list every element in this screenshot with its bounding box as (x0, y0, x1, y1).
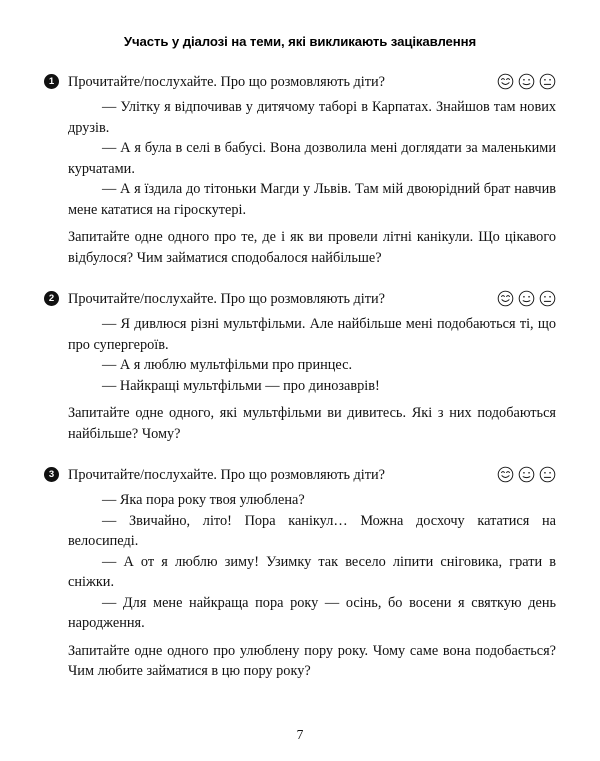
dialogue-lines (68, 314, 556, 396)
exercise-task-text: Запитайте одне одного про улюблену пору року. Чому саме вона подобається? Чим любите займатися в цю пору року? (68, 642, 556, 679)
exercise-task (68, 227, 556, 268)
dialogue-line: — Яка пора року твоя улюблена? (102, 492, 305, 508)
dialogue-line: — А я була в селі в бабусі. Вона дозволила мені доглядати за маленькими курчатами. (68, 140, 556, 177)
dialogue-line: — Я дивлюся різні мультфільми. Але найбільше мені подобаються ті, що про супергероїв. (68, 316, 556, 353)
dialogue-line: — А я їздила до тітоньки Магди у Львів. Там мій двоюрідний брат навчив мене кататися на гіроскутері. (68, 181, 556, 218)
exercise-number-badge: 2 (44, 291, 59, 306)
exercise-1 (44, 73, 556, 268)
sad-face-icon[interactable] (539, 466, 556, 483)
exercise-number-badge: 1 (44, 74, 59, 89)
exercise-body (68, 466, 556, 682)
exercise-prompt: Прочитайте/послухайте. Про що розмовляють діти? (68, 74, 386, 90)
exercise-prompt-row (68, 290, 556, 309)
mood-face-group[interactable] (497, 290, 556, 307)
exercise-prompt-row (68, 73, 556, 92)
mood-face-group[interactable] (497, 466, 556, 483)
mood-face-group[interactable] (497, 73, 556, 90)
exercise-body (68, 73, 556, 268)
dialogue-line: — А от я люблю зиму! Узимку так весело ліпити сніговика, грати в сніжки. (68, 553, 556, 590)
exercise-number-badge: 3 (44, 467, 59, 482)
dialogue-lines (68, 490, 556, 634)
page-title: Участь у діалозі на теми, які викликають зацікавлення (123, 34, 477, 49)
exercise-task (68, 641, 556, 682)
smiling-face-icon[interactable] (497, 73, 514, 90)
dialogue-line: — Найкращі мультфільми — про динозаврів! (102, 377, 380, 394)
neutral-face-icon[interactable] (518, 73, 535, 90)
smiling-face-icon[interactable] (497, 290, 514, 307)
dialogue-line: — Улітку я відпочивав у дитячому таборі в Карпатах. Знайшов там нових друзів. (68, 99, 556, 136)
smiling-face-icon[interactable] (497, 466, 514, 483)
dialogue-lines (68, 97, 556, 220)
exercise-task-text: Запитайте одне одного про те, де і як ви провели літні канікули. Що цікавого відбулося? Чим займатися сподобалося найбільше? (68, 229, 556, 266)
neutral-face-icon[interactable] (518, 290, 535, 307)
sad-face-icon[interactable] (539, 73, 556, 90)
dialogue-line: — Звичайно, літо! Пора канікул… Можна досхочу кататися на велосипеді. (68, 512, 556, 549)
exercise-task-text: Запитайте одне одного, які мультфільми ви дивитесь. Які з них подобаються найбільше? Чому? (68, 405, 556, 442)
exercise-prompt: Прочитайте/послухайте. Про що розмовляють діти? (68, 291, 386, 307)
exercise-2 (44, 290, 556, 444)
exercise-prompt-row (68, 466, 556, 485)
exercise-prompt: Прочитайте/послухайте. Про що розмовляють діти? (68, 467, 386, 483)
neutral-face-icon[interactable] (518, 466, 535, 483)
dialogue-line: — Для мене найкраща пора року — осінь, бо восени я святкую день народження. (68, 594, 556, 631)
sad-face-icon[interactable] (539, 290, 556, 307)
exercise-task (68, 403, 556, 444)
exercise-body (68, 290, 556, 444)
dialogue-line: — А я люблю мультфільми про принцес. (102, 357, 353, 373)
page-number: 7 (296, 727, 304, 742)
exercise-3 (44, 466, 556, 682)
